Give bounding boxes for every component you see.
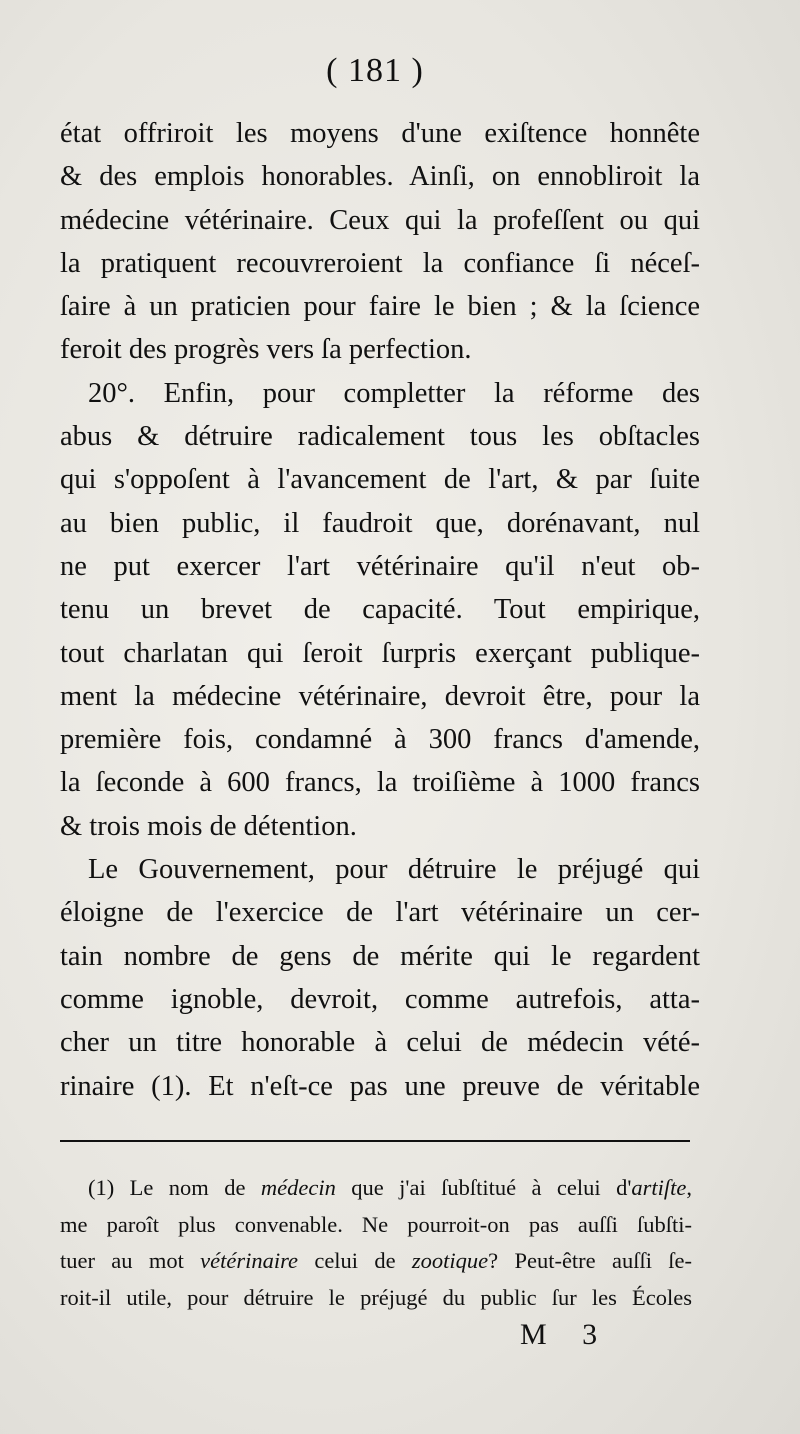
body-line: 20°. Enfin, pour completter la réforme des <box>88 377 700 409</box>
body-text <box>60 112 700 1108</box>
body-line: état offriroit les moyens d'une exiſtence honnête <box>60 118 700 149</box>
body-line: éloigne de l'exercice de l'art vétérinaire un cer- <box>60 897 700 929</box>
footnote-line: (1) Le nom de médecin que j'ai ſubſtitué à celui d'artiſte, <box>88 1175 692 1200</box>
body-line: tout charlatan qui ſeroit ſurpris exerçant publique- <box>60 637 700 669</box>
body-line: ne put exercer l'art vétérinaire qu'il n'eut ob- <box>60 550 700 582</box>
body-line: ment la médecine vétérinaire, devroit être, pour la <box>60 680 700 712</box>
body-line: cher un titre honorable à celui de médecin vété- <box>60 1027 700 1059</box>
body-line: Le Gouvernement, pour détruire le préjugé qui <box>88 854 700 886</box>
signature-mark: M 3 <box>520 1318 612 1351</box>
body-line: médecine vétérinaire. Ceux qui la profeſſent ou qui <box>60 204 700 236</box>
body-line: la pratiquent recouvreroient la confiance ſi néceſ- <box>60 247 700 279</box>
body-line: comme ignoble, devroit, comme autrefois, atta- <box>60 983 700 1015</box>
footnote-separator <box>60 1140 690 1142</box>
body-line: tain nombre de gens de mérite qui le regardent <box>60 940 700 972</box>
footnote-line: tuer au mot vétérinaire celui de zootique? Peut-être auſſi ſe- <box>60 1248 692 1273</box>
body-line: & des emplois honorables. Ainſi, on ennobliroit la <box>60 161 700 193</box>
body-line: tenu un brevet de capacité. Tout empirique, <box>60 594 700 626</box>
body-line: feroit des progrès vers ſa perfection. <box>60 334 472 366</box>
footnote-line: me paroît plus convenable. Ne pourroit-on pas auſſi ſubſti- <box>60 1211 692 1237</box>
page-number: ( 181 ) <box>326 52 424 89</box>
body-line: au bien public, il faudroit que, dorénavant, nul <box>60 507 700 539</box>
body-line: rinaire (1). Et n'eſt-ce pas une preuve de véritable <box>60 1070 700 1102</box>
body-line: la ſeconde à 600 francs, la troiſième à 1000 francs <box>60 767 700 799</box>
body-line: abus & détruire radicalement tous les obſtacles <box>60 421 700 453</box>
footnote <box>60 1170 692 1316</box>
body-line: ſaire à un praticien pour faire le bien ; & la ſcience <box>60 291 700 323</box>
body-line: première fois, condamné à 300 francs d'amende, <box>60 724 700 756</box>
body-line: qui s'oppoſent à l'avancement de l'art, & par ſuite <box>60 464 700 496</box>
body-line: & trois mois de détention. <box>60 810 357 842</box>
footnote-line: roit-il utile, pour détruire le préjugé du public ſur les Écoles <box>60 1284 692 1310</box>
